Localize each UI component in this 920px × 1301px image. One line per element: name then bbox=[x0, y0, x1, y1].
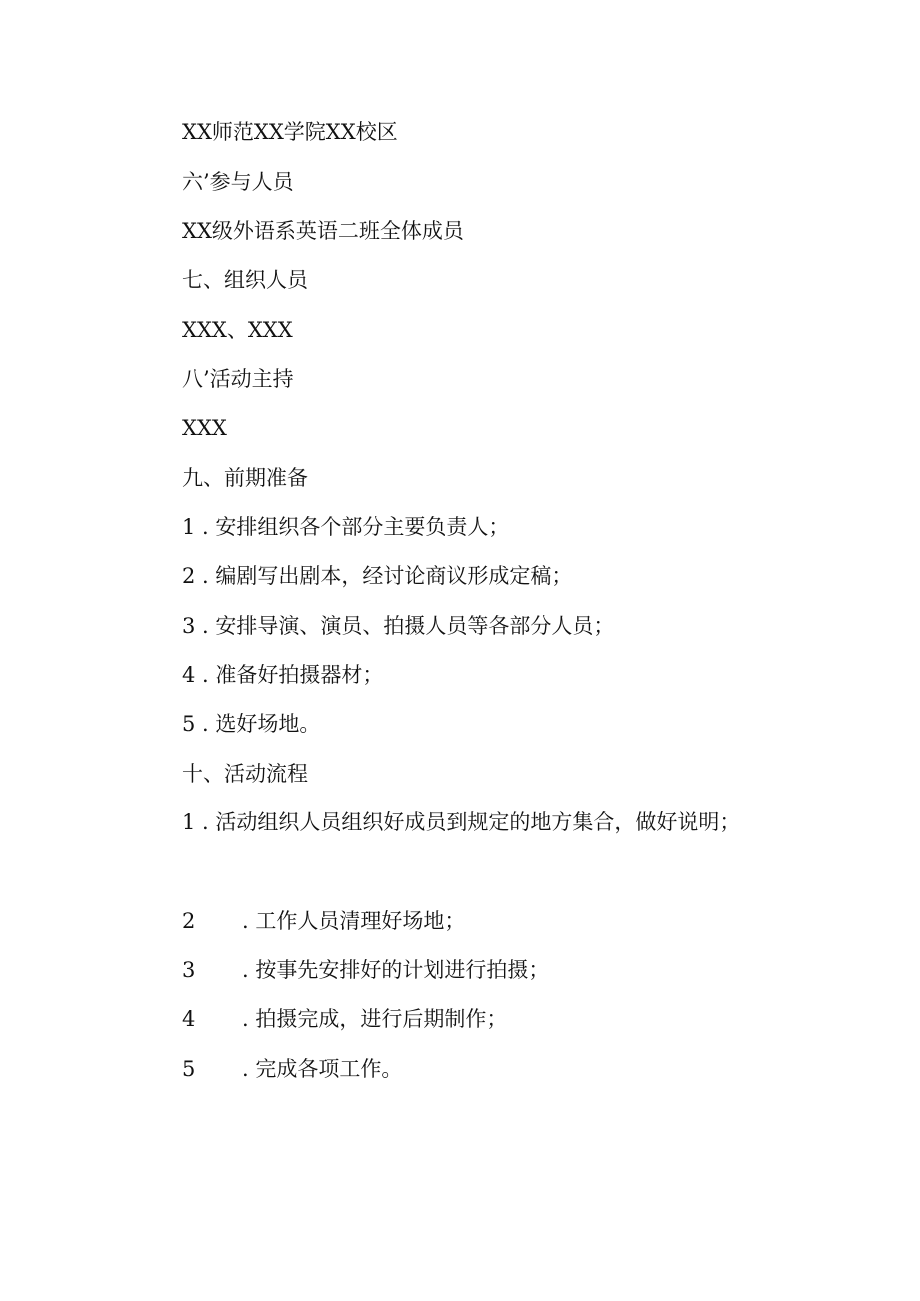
flow-item-1: 1 . 活动组织人员组织好成员到规定的地方集合，做好说明； bbox=[182, 810, 741, 834]
prep-item-4: 4 . 准备好拍摄器材； bbox=[182, 663, 384, 687]
venue-line: XX师范XX学院XX校区 bbox=[182, 120, 398, 144]
flow-item-2 bbox=[182, 907, 465, 935]
section-heading-organizers: 七、组织人员 bbox=[182, 268, 308, 292]
flow-item-number: 3 bbox=[182, 958, 196, 982]
section-heading-host: 八’活动主持 bbox=[182, 367, 294, 391]
flow-item-text: . 工作人员清理好场地； bbox=[242, 909, 466, 933]
flow-item-number: 5 bbox=[182, 1057, 196, 1081]
participants-line: XX级外语系英语二班全体成员 bbox=[182, 219, 464, 243]
section-heading-preparation: 九、前期准备 bbox=[182, 466, 308, 490]
prep-item-3: 3 . 安排导演、演员、拍摄人员等各部分人员； bbox=[182, 614, 615, 638]
flow-item-number: 2 bbox=[182, 909, 196, 933]
section-heading-flow: 十、活动流程 bbox=[182, 762, 308, 786]
organizers-line: XXX、XXX bbox=[182, 318, 293, 342]
flow-item-number: 4 bbox=[182, 1007, 196, 1031]
prep-item-2: 2 . 编剧写出剧本，经讨论商议形成定稿； bbox=[182, 564, 573, 588]
flow-item-5 bbox=[182, 1055, 402, 1083]
flow-item-3 bbox=[182, 956, 549, 984]
prep-item-1: 1 . 安排组织各个部分主要负责人； bbox=[182, 515, 510, 539]
section-heading-participants: 六’参与人员 bbox=[182, 170, 294, 194]
flow-item-text: . 完成各项工作。 bbox=[242, 1057, 403, 1081]
flow-item-text: . 按事先安排好的计划进行拍摄； bbox=[242, 958, 550, 982]
host-line: XXX bbox=[182, 416, 227, 440]
flow-item-text: . 拍摄完成，进行后期制作； bbox=[242, 1007, 508, 1031]
flow-item-4 bbox=[182, 1005, 507, 1033]
prep-item-5: 5 . 选好场地。 bbox=[182, 712, 321, 736]
